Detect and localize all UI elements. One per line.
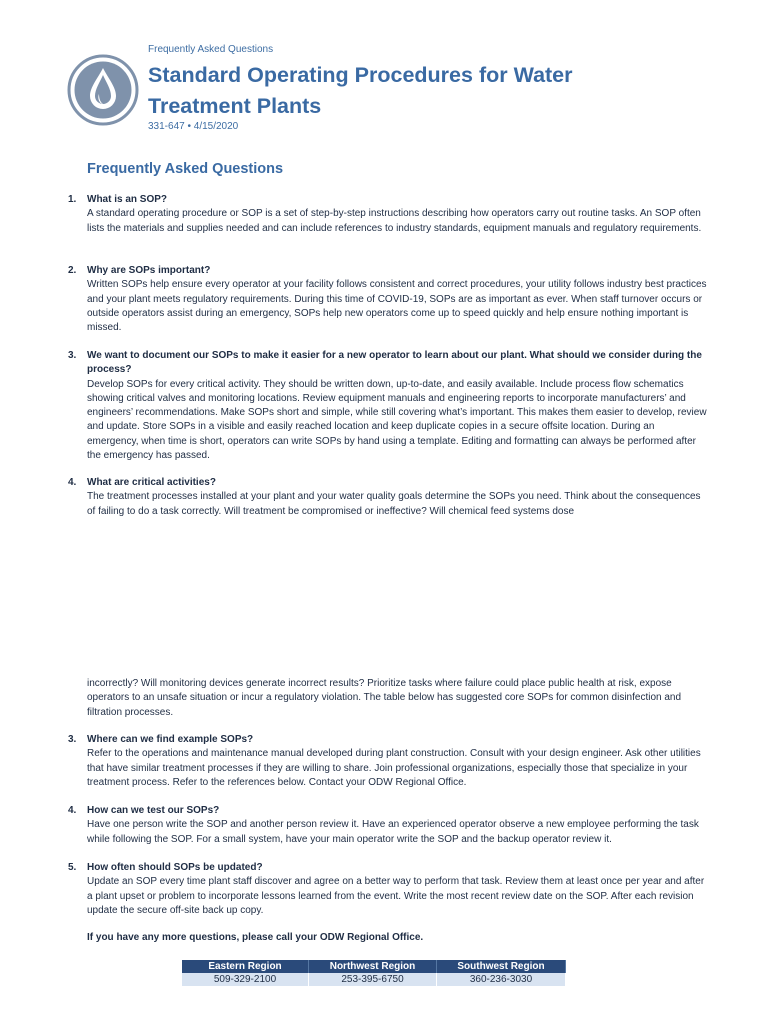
closing-note: If you have any more questions, please call your ODW Regional Office. (87, 932, 424, 943)
faq-item (68, 264, 708, 335)
table-row (182, 973, 566, 986)
section-title: Frequently Asked Questions (87, 161, 284, 177)
faq-number: 3. (68, 734, 77, 745)
column-header-southwest: Southwest Region (437, 960, 566, 973)
faq-question: What are critical activities? (87, 477, 216, 488)
faq-item (68, 349, 708, 463)
faq-answer: Update an SOP every time plant staff discover and agree on a better way to perform that task. Review them at least once per year and after a plant upset or problem to incorporate lessons learned from the event. Write the most recent review date on the SOP. After each revision update the secure off-site back up copy. (87, 876, 705, 916)
faq-item (68, 733, 708, 790)
column-header-eastern: Eastern Region (182, 960, 309, 973)
faq-question: Where can we find example SOPs? (87, 734, 254, 745)
faq-number: 4. (68, 805, 77, 816)
faq-answer: The treatment processes installed at your plant and your water quality goals determine the SOPs you need. Think about the consequences of failing to do a task correctly. Will treatment be compromised or ineffective? Will chemical feed systems dose (87, 491, 701, 517)
table-header-row (182, 960, 566, 973)
faq-answer: Written SOPs help ensure every operator at your facility follows consistent and correct procedures, your utility follows industry best practices and your plant meets regulatory requirements. During this time of COVID-19, SOPs are as important as ever. When staff turnover occurs or outside operators assist during an emergency, SOPs help new operators come up to speed quickly and help ensure nothing important is missed. (87, 279, 707, 334)
column-header-northwest: Northwest Region (309, 960, 437, 973)
faq-question: Why are SOPs important? (87, 265, 211, 276)
phone-northwest: 253-395-6750 (309, 973, 437, 986)
water-drop-icon (67, 54, 139, 126)
header-eyebrow: Frequently Asked Questions (148, 44, 274, 55)
faq-question: How often should SOPs be updated? (87, 862, 263, 873)
faq-answer: Have one person write the SOP and another person review it. Have an experienced operator observe a new employee performing the task while following the SOP. For a small system, have your main operator write the SOP and the backup operator review it. (87, 819, 699, 845)
faq-answer: Refer to the operations and maintenance manual developed during plant construction. Consult with your design engineer. Ask other utilities that have similar treatment processes if they are willing to share. Join professional organizations, especially those that specialize in your treatment process. Refer to the references below. Contact your ODW Regional Office. (87, 748, 701, 788)
faq-number: 4. (68, 477, 77, 488)
faq-answer: A standard operating procedure or SOP is a set of step-by-step instructions describing how operators carry out routine tasks. An SOP often lists the materials and supplies needed and can include references to industry standards, equipment manuals and regulatory requirements. (87, 208, 702, 234)
phone-eastern: 509-329-2100 (182, 973, 309, 986)
page-title: Standard Operating Procedures for Water Treatment Plants (148, 63, 573, 118)
faq-question: What is an SOP? (87, 194, 168, 205)
faq-number: 2. (68, 265, 77, 276)
document-id: 331-647 • 4/15/2020 (148, 121, 239, 132)
faq-item (68, 476, 708, 519)
faq-number: 1. (68, 194, 77, 205)
faq-item (68, 804, 708, 847)
phone-southwest: 360-236-3030 (437, 973, 566, 986)
faq-question: How can we test our SOPs? (87, 805, 220, 816)
faq-number: 3. (68, 350, 77, 361)
faq-answer: Develop SOPs for every critical activity. They should be written down, up-to-date, and easily available. Include process flow schematics showing critical valves and monitoring locations. Review equipment manuals and engineering reports to incorporate manufacturers’ and engineers’ recommendations. Make SOPs short and simple, while still covering what’s important. This makes them easier to develop, review and update. Store SOPs in a visible and easily reached location and keep duplicate copies in a secure offsite location. During an emergency, when time is short, operators can write SOPs by hand using a template. Editing and formatting can always be performed after the emergency has passed. (87, 378, 707, 462)
faq-answer-continued: incorrectly? Will monitoring devices generate incorrect results? Prioritize tasks where failure could place public health at risk, expose operators to an unsafe situation or incur a regulatory violation. The table below has suggested core SOPs for common disinfection and filtration processes. (87, 678, 682, 718)
faq-item (68, 861, 708, 918)
faq-number: 5. (68, 862, 77, 873)
regional-contacts-table (182, 960, 566, 986)
faq-question: We want to document our SOPs to make it easier for a new operator to learn about our plant. What should we consider during the process? (87, 350, 702, 376)
faq-item (68, 193, 708, 236)
